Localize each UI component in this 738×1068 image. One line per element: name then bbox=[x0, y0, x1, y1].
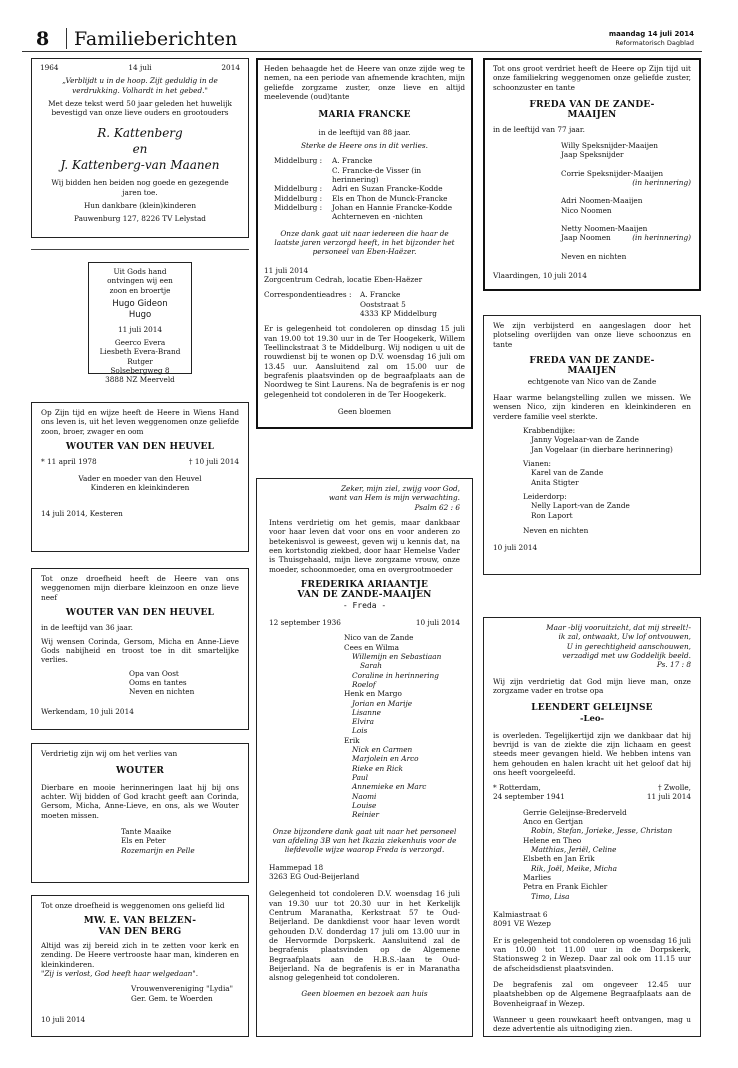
member-note: (in herinnering) bbox=[632, 233, 691, 243]
newspaper-name: Reformatorisch Dagblad bbox=[615, 39, 694, 47]
family-member: Marlies bbox=[523, 873, 552, 883]
family-member bbox=[561, 141, 691, 150]
header-divider bbox=[66, 28, 67, 49]
family-member: Lois bbox=[352, 726, 368, 736]
family-member: Marjolein en Arco bbox=[352, 754, 419, 764]
group-label: Leiderdorp: bbox=[523, 491, 567, 501]
family-member bbox=[561, 160, 691, 169]
issue-date: maandag 14 juli 2014 bbox=[608, 30, 694, 38]
service-details: Er is gelegenheid tot condoleren op dinsdag 15 juli van 19.00 tot 19.30 uur in de Ter Hoogekerk, Willem Teellinckstraat 3 te Middelburg. Wij nodigen u uit de rouwdienst bij te wonen op D.V. woensdag 16 juli om 13.45 uur. Aansluitend zal om 15.00 uur de begrafenis plaatsvinden op de begraafplaats aan de Noordweg te Sint Laurens. Na de begrafenis is er nog gelegenheid tot condoleren in de Ter Hoogekerk. bbox=[264, 324, 465, 399]
bible-quote: „Verblijdt u in de hoop. Zijt geduldig in de verdrukking. Volhardt in het gebed." bbox=[62, 76, 218, 95]
place-date: Vlaardingen, 10 juli 2014 bbox=[493, 270, 587, 280]
birth-announcement bbox=[88, 262, 192, 385]
family-member bbox=[561, 224, 691, 233]
family-member: Timo, Lisa bbox=[531, 891, 570, 901]
deceased-name: WOUTER VAN DEN HEUVEL bbox=[65, 607, 215, 618]
deceased-name: FREDA VAN DE ZANDE- MAAIJEN bbox=[529, 355, 655, 377]
year-left: 1964 bbox=[40, 63, 59, 72]
address: Kalmiastraat 6 8091 VE Wezep bbox=[493, 910, 551, 929]
family-member: Rieke en Rick bbox=[352, 763, 403, 773]
condolence-text: Haar warme belangstelling zullen we missen. We wensen Nico, zijn kinderen en kleinkinderen en verdere familie veel sterkte. bbox=[493, 393, 691, 421]
family-member: Nick en Carmen bbox=[352, 745, 413, 755]
family-group bbox=[523, 426, 691, 454]
family-member: Rik, Joël, Meike, Micha bbox=[531, 863, 617, 873]
condolence-text: Dierbare en mooie herinneringen laat hij bij ons achter. Wij bidden of God kracht geeft aan Corinda, Gersom, Micha, Anne-Lieve, en ons, als we Wouter moeten missen. bbox=[41, 782, 239, 820]
family-member: Elsbeth en Jan Erik bbox=[523, 854, 595, 864]
member-name: Neven en nichten bbox=[561, 251, 627, 261]
notice-intro: Op Zijn tijd en wijze heeft de Heere in Wiens Hand ons leven is, uit het leven weggenomen onze geliefde zoon, broer, zwager en oom bbox=[41, 408, 239, 436]
death-notice-wouter-3 bbox=[31, 743, 249, 883]
family-member bbox=[561, 206, 691, 215]
notice-intro: Heden behaagde het de Heere van onze zijde weg te nemen, na een periode van afnemende krachten, mijn geliefde zorgzame zuster, onze lieve en altijd meelevende (oud)tante bbox=[264, 64, 465, 101]
deceased-name: WOUTER bbox=[115, 766, 165, 777]
signers: Vrouwenvereniging "Lydia" Ger. Gem. te Woerden bbox=[131, 984, 233, 1003]
notice-intro: Tot ons groot verdriet heeft de Heere op Zijn tijd uit onze familiekring weggenomen onze geliefde zuster, schoonzuster en tante bbox=[493, 64, 691, 92]
family-member: Sarah bbox=[360, 661, 382, 671]
family-member: Annemieke en Marc bbox=[352, 782, 427, 792]
group-label: Krabbendijke: bbox=[523, 425, 576, 435]
group-member: Ron Laport bbox=[531, 510, 573, 520]
group-member: Jan Vogelaar (in dierbare herinnering) bbox=[531, 444, 673, 454]
section-title: Familieberichten bbox=[74, 28, 238, 50]
life-dates: * Rotterdam, 24 september 1941 † Zwolle, 11 juli 2014 bbox=[493, 783, 691, 802]
footer-note: Geen bloemen bbox=[337, 406, 392, 416]
notice-date: 10 juli 2014 bbox=[493, 543, 538, 553]
family-member: Naomi bbox=[352, 791, 377, 801]
family-member: Nico van de Zande bbox=[344, 633, 414, 643]
thanks-text: Onze bijzondere dank gaat uit naar het personeel van afdeling 3B van het Ikazia ziekenhuis voor de liefdevolle wijze waarop Freda is verzorgd. bbox=[272, 826, 457, 855]
notice-place: Zorgcentrum Cedrah, locatie Eben-Haëzer bbox=[264, 274, 423, 284]
family-list bbox=[493, 808, 691, 901]
psalm-quote: Maar -blij vooruitzicht, dat mij streelt!- ik zal, ontwaakt, Uw lof ontvouwen, U in gerechtigheid aanschouwen, verzadigd met uw Goddelijk beeld. Ps. 17 : 8 bbox=[546, 623, 691, 670]
child-full-name: Hugo Gideon bbox=[112, 298, 168, 309]
family-member: Gerrie Geleijnse-Brederveld bbox=[523, 807, 627, 817]
correspondence: Correspondentieadres : A. Francke Ooststraat 5 4333 KP Middelburg bbox=[264, 290, 437, 318]
family-member: Robin, Stefan, Jorieke, Jesse, Christan bbox=[531, 826, 673, 836]
signature: Hun dankbare (klein)kinderen bbox=[83, 200, 197, 210]
notice-intro: Intens verdrietig om het gemis, maar dankbaar voor haar leven dat voor ons en voor anderen zo betekenisvol is geweest, geven wij u kennis dat, na een kortstondig ziekbed, door haar Hemelse Vader is Thuisgehaald, mijn lieve zorgzame vrouw, onze moeder, schoonmoeder, oma en overgrootmoeder bbox=[269, 517, 460, 574]
family-member: Anco en Gertjan bbox=[523, 817, 583, 827]
family-member: Lisanne bbox=[352, 707, 381, 717]
footer-note: Geen bloemen en bezoek aan huis bbox=[301, 988, 428, 998]
address: Pauwenburg 127, 8226 TV Lelystad bbox=[74, 214, 206, 224]
age-line: in de leeftijd van 77 jaar. bbox=[493, 124, 585, 134]
family-list: Vader en moeder van den Heuvel Kinderen en kleinkinderen bbox=[78, 473, 202, 492]
notice-intro: Tot onze droefheid is weggenomen ons geliefd lid bbox=[41, 901, 225, 910]
member-note: (in herinnering) bbox=[632, 177, 691, 187]
thanks-text: Onze dank gaat uit naar iedereen die haar de laatste jaren verzorgd heeft, in het bijzonder het personeel van Eben-Haëzer. bbox=[274, 228, 455, 257]
notice-intro: Verdrietig zijn wij om het verlies van bbox=[41, 749, 178, 758]
group-member: Janny Vogelaar-van de Zande bbox=[531, 435, 639, 445]
divider bbox=[31, 249, 249, 250]
family-member: Erik bbox=[344, 735, 360, 745]
family-member: Matthias, Jeriël, Celine bbox=[531, 845, 617, 855]
invitation-note: Wanneer u geen rouwkaart heeft ontvangen, mag u deze advertentie als uitnodiging zien. bbox=[493, 1015, 691, 1034]
group-member: Nelly Laport-van de Zande bbox=[531, 501, 630, 511]
death-notice-freda-inlaws bbox=[483, 315, 701, 575]
anniversary-years bbox=[40, 63, 240, 72]
call-name: -Leo- bbox=[579, 713, 605, 724]
notice-intro: Tot onze droefheid heeft de Heere van ons weggenomen mijn dierbare kleinzoon en onze lieve neef bbox=[41, 574, 239, 602]
deceased-name: FREDERIKA ARIAANTJE VAN DE ZANDE-MAAIJEN bbox=[297, 579, 432, 601]
member-name: Adri Noomen-Maaijen bbox=[561, 196, 643, 206]
family-member: Jorian en Marije bbox=[352, 698, 413, 708]
death-notice-frederika bbox=[256, 478, 473, 1037]
family-member: Reinier bbox=[352, 810, 379, 820]
bible-quote: Zeker, mijn ziel, zwijg voor God, want van Hem is mijn verwachting. Psalm 62 : 6 bbox=[328, 484, 460, 512]
family-member: Louise bbox=[352, 801, 377, 811]
place-date: 14 juli 2014, Kesteren bbox=[41, 509, 123, 519]
intro-text: Met deze tekst werd 50 jaar geleden het huwelijk bevestigd van onze lieve ouders en grootouders bbox=[48, 98, 232, 118]
family-list bbox=[269, 633, 460, 820]
deceased-name: LEENDERT GELEIJNSE bbox=[531, 703, 653, 714]
spouse-line: echtgenote van Nico van de Zande bbox=[527, 376, 657, 386]
quote: Sterke de Heere ons in dit verlies. bbox=[301, 140, 428, 150]
closing-line: Neven en nichten bbox=[523, 525, 589, 535]
tribute-text: is overleden. Tegelijkertijd zijn we dankbaar dat hij bevrijd is van de ziekte die zijn lichaam en geest steeds meer gevangen hield. We hebben intens van hem gehouden en halen kracht uit het geloof dat hij ons heeft voorgeleefd. bbox=[493, 730, 691, 777]
parents-address: Geerco Evera Liesbeth Evera-Brand Rutger Solsebergweg 8 3888 NZ Meerveld bbox=[99, 338, 181, 385]
family-group bbox=[523, 459, 691, 487]
member-name: Corrie Speksnijder-Maaijen bbox=[561, 168, 664, 178]
death-notice-maria-francke bbox=[256, 58, 473, 429]
deceased-name: MW. E. VAN BELZEN- VAN DEN BERG bbox=[83, 916, 197, 937]
call-name: - Freda - bbox=[342, 600, 387, 610]
date-mid: 14 juli bbox=[128, 63, 152, 72]
family-member: Willemijn en Sebastiaan bbox=[352, 651, 442, 661]
family-member bbox=[561, 215, 691, 224]
death-notice-leendert bbox=[483, 617, 701, 1037]
member-name: Nico Noomen bbox=[561, 205, 612, 215]
family-member: Paul bbox=[352, 773, 368, 783]
family-member bbox=[561, 243, 691, 252]
family-member: Henk en Margo bbox=[344, 689, 402, 699]
place-date: Werkendam, 10 juli 2014 bbox=[41, 706, 134, 716]
notice-intro: Wij zijn verdrietig dat God mijn lieve man, onze zorgzame vader en trotse opa bbox=[493, 676, 691, 695]
deceased-name: FREDA VAN DE ZANDE- MAAIJEN bbox=[529, 99, 655, 121]
notice-date: 10 juli 2014 bbox=[41, 1014, 86, 1024]
couple-names: R. Kattenberg en J. Kattenberg-van Maanen bbox=[60, 125, 220, 173]
family-member: Helene en Theo bbox=[523, 835, 582, 845]
group-member: Karel van de Zande bbox=[531, 468, 604, 478]
deceased-name: MARIA FRANCKE bbox=[318, 110, 411, 121]
family-member: Cees en Wilma bbox=[344, 642, 399, 652]
birth-date: 11 juli 2014 bbox=[117, 324, 163, 334]
family-member: Coraline in herinnering bbox=[352, 670, 439, 680]
family-member bbox=[561, 252, 691, 261]
age-line: in de leeftijd van 36 jaar. bbox=[41, 623, 133, 633]
year-right: 2014 bbox=[221, 63, 240, 72]
death-notice-freda-family bbox=[483, 58, 701, 291]
child-call-name: Hugo bbox=[128, 309, 152, 320]
death-notice-wouter-2 bbox=[31, 568, 249, 730]
family-groups bbox=[493, 426, 691, 520]
group-member: Anita Stigter bbox=[531, 477, 579, 487]
birth-intro: Uit Gods hand ontvingen wij een zoon en broertje bbox=[107, 267, 173, 295]
wish-text: Wij bidden hen beiden nog goede en gezegende jaren toe. bbox=[51, 178, 229, 197]
family-list: Middelburg : A. Francke C. Francke-de Visser (in herinnering) Middelburg : Adri en Suzan Francke-Kodde Middelburg : Els en Thon de Munck-Francke Middelburg : Johan en Hannie Francke-Kodde Achterneven en -nichten bbox=[274, 156, 453, 222]
life-dates: * 11 april 1978 † 10 juli 2014 bbox=[41, 457, 239, 467]
family-member: Roelof bbox=[352, 679, 376, 689]
family-member bbox=[561, 169, 691, 178]
burial-details: De begrafenis zal om ongeveer 12.45 uur plaatshebben op de Algemene Begraafplaats aan de Bovenheigraaf in Wezep. bbox=[493, 980, 691, 1008]
life-dates: 12 september 1936 10 juli 2014 bbox=[269, 617, 460, 627]
quote: "Zij is verlost, God heeft haar welgedaan". bbox=[41, 969, 199, 978]
notice-intro: We zijn verbijsterd en aangeslagen door het plotseling overlijden van onze lieve schoonzus en tante bbox=[493, 321, 691, 349]
condolence-text: Wij wensen Corinda, Gersom, Micha en Anne-Lieve Gods nabijheid en troost toe in dit smartelijke verlies. bbox=[41, 636, 239, 665]
anniversary-announcement bbox=[31, 58, 249, 238]
family-group bbox=[523, 492, 691, 520]
address: Hammepad 18 3263 EG Oud-Beijerland bbox=[269, 862, 360, 882]
group-label: Vianen: bbox=[523, 458, 552, 468]
family-list: Tante Maaike Els en Peter Rozemarijn en Pelle bbox=[121, 826, 195, 855]
death-notice-van-belzen bbox=[31, 895, 249, 1037]
service-details: Gelegenheid tot condoleren D.V. woensdag 16 juli van 19.30 uur tot 20.30 uur in het Kerkelijk Centrum Maranatha, Kerkstraat 57 te Oud-Beijerland. De dankdienst voor haar leven wordt gehouden D.V. donderdag 17 juli om 13.00 uur in de Hervormde Dorpskerk. Aansluitend zal de begrafenis plaatsvinden op de Algemene Begraafplaats aan de H.B.S.-laan te Oud-Beijerland. Na de begrafenis is er in Maranatha alsnog gelegenheid tot condoleren. bbox=[269, 889, 460, 983]
member-name: Netty Noomen-Maaijen bbox=[561, 223, 648, 233]
member-name: Willy Speksnijder-Maaijen bbox=[561, 141, 658, 150]
page-number: 8 bbox=[36, 28, 50, 50]
family-list: Opa van Oost Ooms en tantes Neven en nichten bbox=[129, 668, 195, 697]
family-member bbox=[561, 178, 691, 187]
family-member bbox=[561, 150, 691, 159]
page-header bbox=[22, 26, 702, 52]
family-member bbox=[561, 196, 691, 205]
tribute-text: Altijd was zij bereid zich in te zetten voor kerk en zending. De Heere vertrooste haar man, kinderen en kleinkinderen. bbox=[41, 941, 239, 969]
age-line: in de leeftijd van 88 jaar. bbox=[318, 127, 411, 137]
family-list bbox=[493, 141, 691, 261]
family-member bbox=[561, 187, 691, 196]
notice-date: 11 juli 2014 bbox=[264, 265, 309, 275]
family-member: Petra en Frank Eichler bbox=[523, 882, 608, 892]
family-member bbox=[561, 233, 691, 242]
condolence-details: Er is gelegenheid tot condoleren op woensdag 16 juli van 10.00 tot 11.00 uur in de Dorpskerk, Stationsweg 2 in Wezep. Daar zal ook om 11.15 uur de afscheidsdienst plaatsvinden. bbox=[493, 935, 691, 973]
family-member: Elvira bbox=[352, 717, 374, 727]
member-name: Jaap Speksnijder bbox=[561, 150, 624, 160]
death-notice-wouter-1 bbox=[31, 402, 249, 552]
deceased-name: WOUTER VAN DEN HEUVEL bbox=[65, 441, 215, 452]
member-name: Jaap Noomen bbox=[561, 233, 611, 243]
